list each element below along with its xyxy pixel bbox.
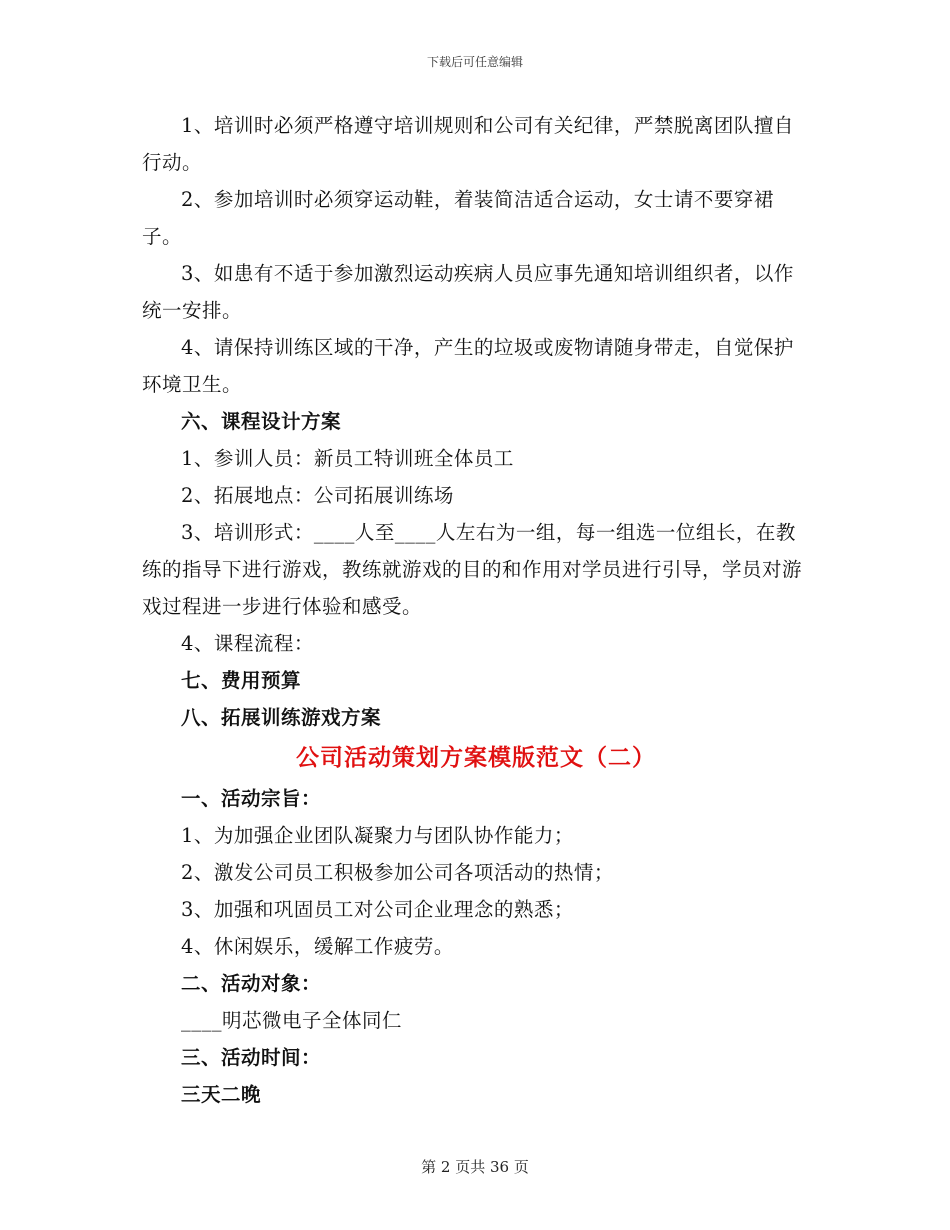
paragraph-rule-2: 2、参加培训时必须穿运动鞋，着装简洁适合运动，女士请不要穿裙子。 bbox=[142, 188, 774, 248]
heading-section-6: 六、课程设计方案 bbox=[181, 410, 342, 433]
paragraph-purpose-4: 4、休闲娱乐，缓解工作疲劳。 bbox=[181, 935, 454, 958]
paragraph-course-4: 4、课程流程： bbox=[181, 632, 314, 655]
paragraph-course-2: 2、拓展地点：公司拓展训练场 bbox=[181, 484, 454, 507]
document-body bbox=[142, 107, 810, 1113]
heading-audience: 二、活动对象： bbox=[181, 972, 322, 995]
paragraph-audience: ____明芯微电子全体同仁 bbox=[181, 1009, 403, 1032]
heading-time: 三、活动时间： bbox=[181, 1046, 322, 1069]
paragraph-rule-3: 3、如患有不适于参加激烈运动疾病人员应事先通知培训组织者，以作统一安排。 bbox=[142, 262, 794, 322]
document-title-part-2: 公司活动策划方案模版范文（二） bbox=[296, 744, 656, 771]
paragraph-rule-1: 1、培训时必须严格遵守培训规则和公司有关纪律，严禁脱离团队擅自行动。 bbox=[142, 114, 794, 174]
heading-section-8: 八、拓展训练游戏方案 bbox=[181, 706, 382, 729]
paragraph-purpose-1: 1、为加强企业团队凝聚力与团队协作能力； bbox=[181, 824, 574, 847]
heading-section-7: 七、费用预算 bbox=[181, 669, 302, 692]
paragraph-time: 三天二晚 bbox=[181, 1083, 262, 1106]
paragraph-course-3: 3、培训形式：____人至____人左右为一组，每一组选一位组长，在教练的指导下进行游戏，教练就游戏的目的和作用对学员进行引导，学员对游戏过程进一步进行体验和感受。 bbox=[142, 521, 803, 618]
page-footer: 第 2 页共 36 页 bbox=[421, 1158, 529, 1176]
heading-purpose: 一、活动宗旨： bbox=[181, 787, 322, 810]
paragraph-purpose-3: 3、加强和巩固员工对公司企业理念的熟悉； bbox=[181, 898, 574, 921]
paragraph-course-1: 1、参训人员：新员工特训班全体员工 bbox=[181, 447, 514, 470]
paragraph-purpose-2: 2、激发公司员工积极参加公司各项活动的热情； bbox=[181, 861, 614, 884]
page-header: 下载后可任意编辑 bbox=[426, 55, 523, 69]
paragraph-rule-4: 4、请保持训练区域的干净，产生的垃圾或废物请随身带走，自觉保护环境卫生。 bbox=[142, 336, 794, 396]
